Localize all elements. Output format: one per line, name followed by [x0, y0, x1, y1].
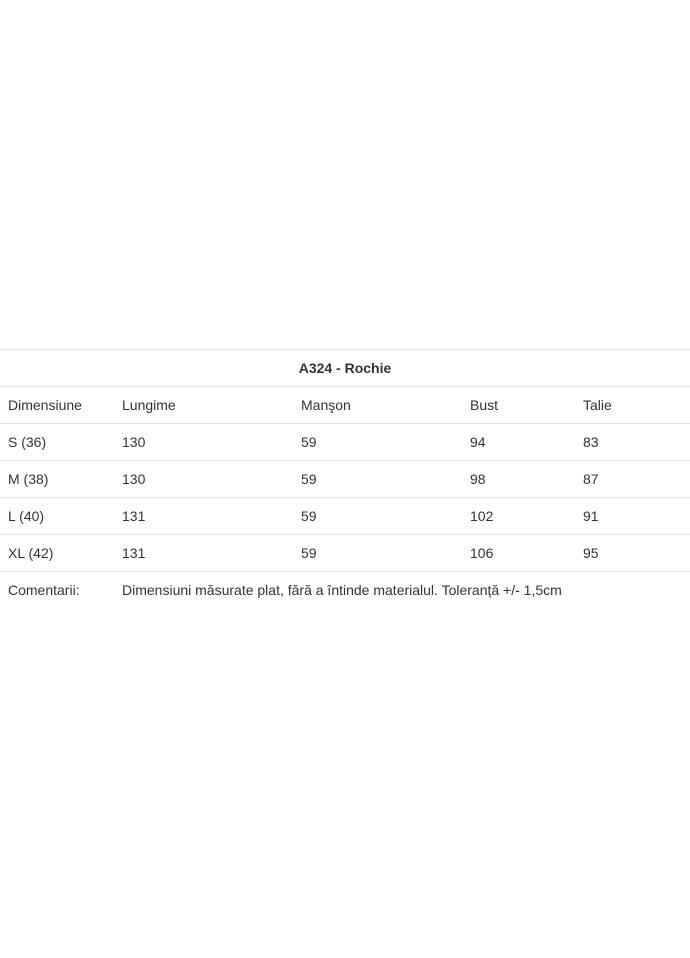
cell-talie: 95	[575, 535, 690, 572]
table-row	[0, 535, 690, 572]
cell-manson: 59	[293, 461, 462, 498]
cell-size: XL (42)	[0, 535, 114, 572]
table-row	[0, 424, 690, 461]
cell-talie: 91	[575, 498, 690, 535]
comment-row	[0, 572, 690, 609]
cell-bust: 106	[462, 535, 575, 572]
header-dimensiune: Dimensiune	[0, 387, 114, 424]
cell-size: M (38)	[0, 461, 114, 498]
cell-talie: 87	[575, 461, 690, 498]
cell-talie: 83	[575, 424, 690, 461]
cell-lungime: 131	[114, 498, 293, 535]
comment-label: Comentarii:	[0, 572, 114, 609]
header-talie: Talie	[575, 387, 690, 424]
cell-manson: 59	[293, 535, 462, 572]
table-row	[0, 498, 690, 535]
table-title: A324 - Rochie	[0, 350, 690, 387]
cell-size: L (40)	[0, 498, 114, 535]
table-header-row	[0, 387, 690, 424]
header-lungime: Lungime	[114, 387, 293, 424]
comment-text: Dimensiuni măsurate plat, fără a întinde materialul. Toleranță +/- 1,5cm	[114, 572, 690, 609]
size-table	[0, 349, 690, 608]
cell-bust: 94	[462, 424, 575, 461]
cell-lungime: 130	[114, 424, 293, 461]
table-row	[0, 461, 690, 498]
header-manson: Manşon	[293, 387, 462, 424]
table-title-row	[0, 350, 690, 387]
cell-size: S (36)	[0, 424, 114, 461]
header-bust: Bust	[462, 387, 575, 424]
cell-bust: 98	[462, 461, 575, 498]
cell-lungime: 130	[114, 461, 293, 498]
cell-manson: 59	[293, 424, 462, 461]
cell-manson: 59	[293, 498, 462, 535]
cell-bust: 102	[462, 498, 575, 535]
cell-lungime: 131	[114, 535, 293, 572]
